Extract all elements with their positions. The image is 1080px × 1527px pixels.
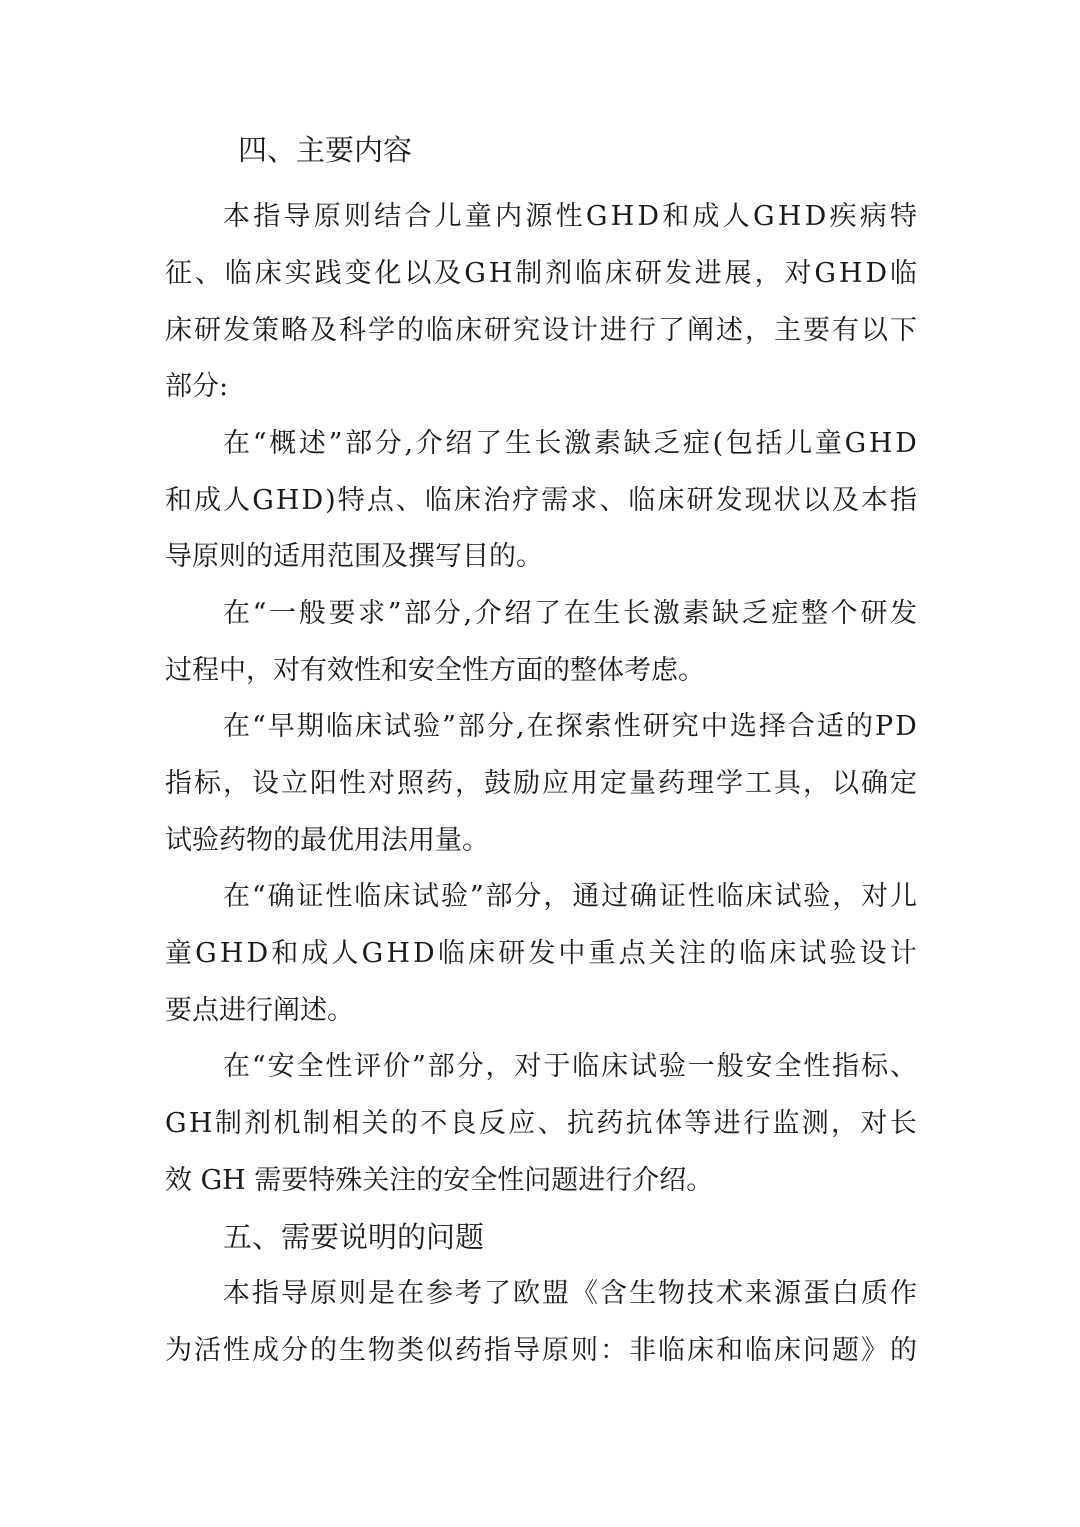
section-5-heading: 五、需要说明的问题 <box>223 1220 485 1254</box>
section-4-heading: 四、主要内容 <box>238 133 413 167</box>
text-line: 在 “ 确 证 性 临 床 试 验 ” 部 分 ， 通 过 确 证 性 临 床 试 验 ， 对 儿 <box>223 881 917 912</box>
text-line: 效 GH 需要特殊关注的安全性问题进行介绍。 <box>165 1165 714 1196</box>
text-line: 在 “ 一 般 要 求 ” 部 分 , 介 绍 了 在 生 长 激 素 缺 乏 症 整 个 研 发 <box>223 598 917 629</box>
text-line: 在 “ 概 述 ” 部 分 , 介 绍 了 生 长 激 素 缺 乏 症 ( 包 括 儿 童 G H D <box>223 428 917 459</box>
text-line: 和 成 人 G H D ) 特 点 、 临 床 治 疗 需 求 、 临 床 研 发 现 状 以 及 本 指 <box>165 485 917 516</box>
text-line: 在 “ 早 期 临 床 试 验 ” 部 分 , 在 探 索 性 研 究 中 选 择 合 适 的 P D <box>223 711 917 742</box>
text-line: 床 研 发 策 略 及 科 学 的 临 床 研 究 设 计 进 行 了 阐 述 ， 主 要 有 以 下 <box>165 315 917 346</box>
text-line: 本 指 导 原 则 结 合 儿 童 内 源 性 G H D 和 成 人 G H D 疾 病 特 <box>223 201 917 232</box>
text-line: 本 指 导 原 则 是 在 参 考 了 欧 盟 《 含 生 物 技 术 来 源 蛋 白 质 作 <box>223 1278 917 1309</box>
text-line: 要点进行阐述。 <box>165 995 354 1026</box>
text-line: 在 “ 安 全 性 评 价 ” 部 分 ， 对 于 临 床 试 验 一 般 安 全 性 指 标 、 <box>223 1051 917 1082</box>
text-line: G H 制 剂 机 制 相 关 的 不 良 反 应 、 抗 药 抗 体 等 进 行 监 测 ， 对 长 <box>165 1108 917 1139</box>
text-line: 童 G H D 和 成 人 G H D 临 床 研 发 中 重 点 关 注 的 临 床 试 验 设 计 <box>165 938 917 969</box>
text-line: 为 活 性 成 分 的 生 物 类 似 药 指 导 原 则 ： 非 临 床 和 临 床 问 题 》 的 <box>165 1335 917 1366</box>
text-line: 指 标 ， 设 立 阳 性 对 照 药 ， 鼓 励 应 用 定 量 药 理 学 工 具 ， 以 确 定 <box>165 768 917 799</box>
text-line: 试验药物的最优用法用量。 <box>165 825 489 856</box>
text-line: 导原则的适用范围及撰写目的。 <box>165 541 543 572</box>
text-line: 部分: <box>165 371 229 402</box>
text-line: 过程中，对有效性和安全性方面的整体考虑。 <box>165 655 705 686</box>
text-line: 征 、 临 床 实 践 变 化 以 及 G H 制 剂 临 床 研 发 进 展 ， 对 G H D 临 <box>165 258 917 289</box>
